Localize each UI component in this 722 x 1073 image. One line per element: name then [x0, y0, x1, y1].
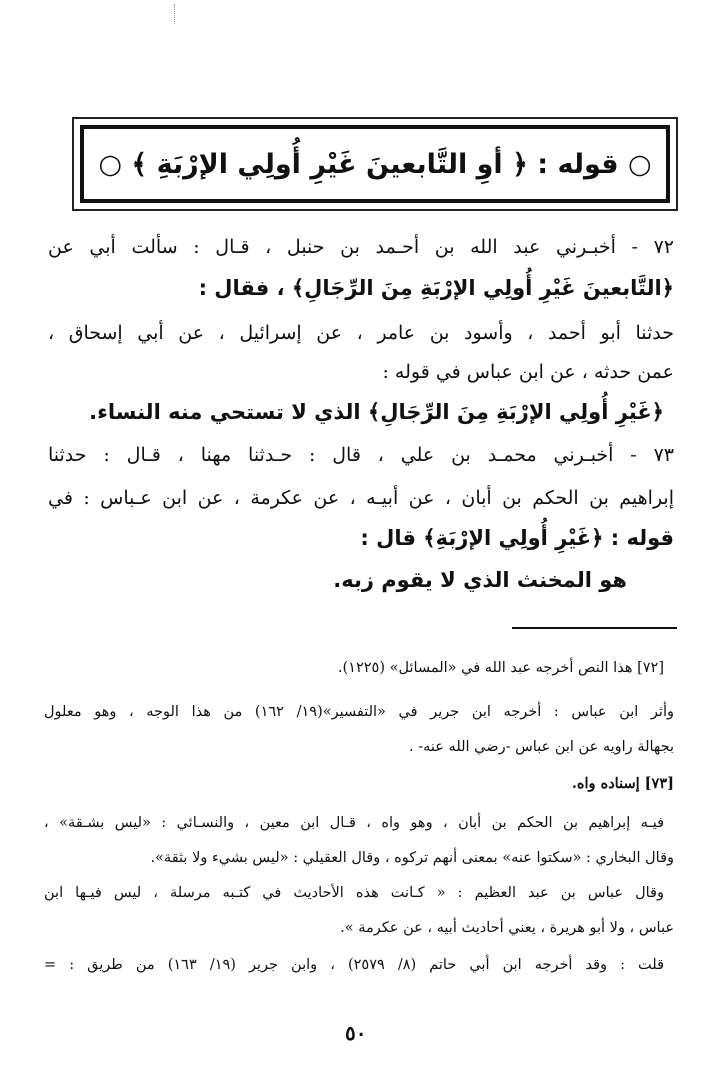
text-line-6: ٧٣ - أخبـرني محمـد بن علي ، قال : حـدثنا مهنا ، قـال : حدثنا [48, 444, 674, 466]
footnote-line-4: [٧٣] إسناده واه. [571, 775, 674, 792]
footnote-line-2: وأثر ابن عباس : أخرجه ابن جرير في «التفسير»(١٩/ ١٦٢) من هذا الوجه ، وهو معلول [44, 704, 674, 720]
section-title: ○ قوله : ﴿ أوِ التَّابعينَ غَيْرِ أُولِي الإرْبَةِ ﴾ ○ [98, 148, 652, 180]
text-line-7: إبراهيم بن الحكم بن أبان ، عن أبيـه ، عن عكرمة ، عن ابن عـباس : في [48, 487, 674, 509]
title-frame [72, 117, 678, 211]
text-line-1: ٧٢ - أخبـرني عبد الله بن أحـمد بن حنبل ، قـال : سألت أبي عن [48, 236, 674, 258]
text-line-5: ﴿غَيْرِ أُولِي الإرْبَةِ مِنَ الرِّجَالِ﴾ الذي لا تستحي منه النساء. [89, 400, 664, 424]
footnote-line-1: [٧٢] هذا النص أخرجه عبد الله في «المسائل» (١٢٢٥). [337, 660, 664, 676]
text-line-3: حدثنا أبو أحمد ، وأسود بن عامر ، عن إسرائيل ، عن أبي إسحاق ، [48, 322, 674, 344]
footnote-line-9: قلت : وقد أخرجه ابن أبي حاتم (٨/ ٢٥٧٩) ، وابن جرير (١٩/ ١٦٣) من طريق : = [44, 957, 665, 973]
text-line-8: قوله : ﴿غَيْرِ أُولِي الإرْبَةِ﴾ قال : [360, 526, 674, 550]
footnote-separator [512, 627, 677, 629]
title-inner-border [80, 125, 670, 203]
footnote-line-6: وقال البخاري : «سكتوا عنه» بمعنى أنهم تركوه ، وقال العقيلي : «ليس بشيء ولا بثقة». [150, 850, 674, 866]
text-line-9: هو المخنث الذي لا يقوم زبه. [333, 568, 627, 592]
page-number: ٥٠ [345, 1021, 367, 1045]
footnote-line-3: بجهالة راويه عن ابن عباس -رضي الله عنه- . [409, 739, 674, 755]
text-line-2: ﴿التَّابعينَ غَيْرِ أُولِي الإرْبَةِ مِنَ الرِّجَالِ﴾ ، فقال : [198, 276, 674, 300]
footnote-line-7: وقال عباس بن عبد العظيم : « كـانت هذه الأحاديث في كتـبه مرسلة ، ليس فيـها ابن [44, 885, 664, 901]
footnote-line-8: عباس ، ولا أبو هريرة ، يعني أحاديث أبيه ، عن عكرمة ». [340, 920, 674, 936]
scan-mark [174, 4, 176, 24]
text-line-4: عمن حدثه ، عن ابن عباس في قوله : [382, 361, 674, 383]
footnote-line-5: فيـه إبراهيم بن الحكم بن أبان ، وهو واه ، قـال ابن معين ، والنسـائي : «ليس بشـقة» ، [44, 815, 664, 831]
